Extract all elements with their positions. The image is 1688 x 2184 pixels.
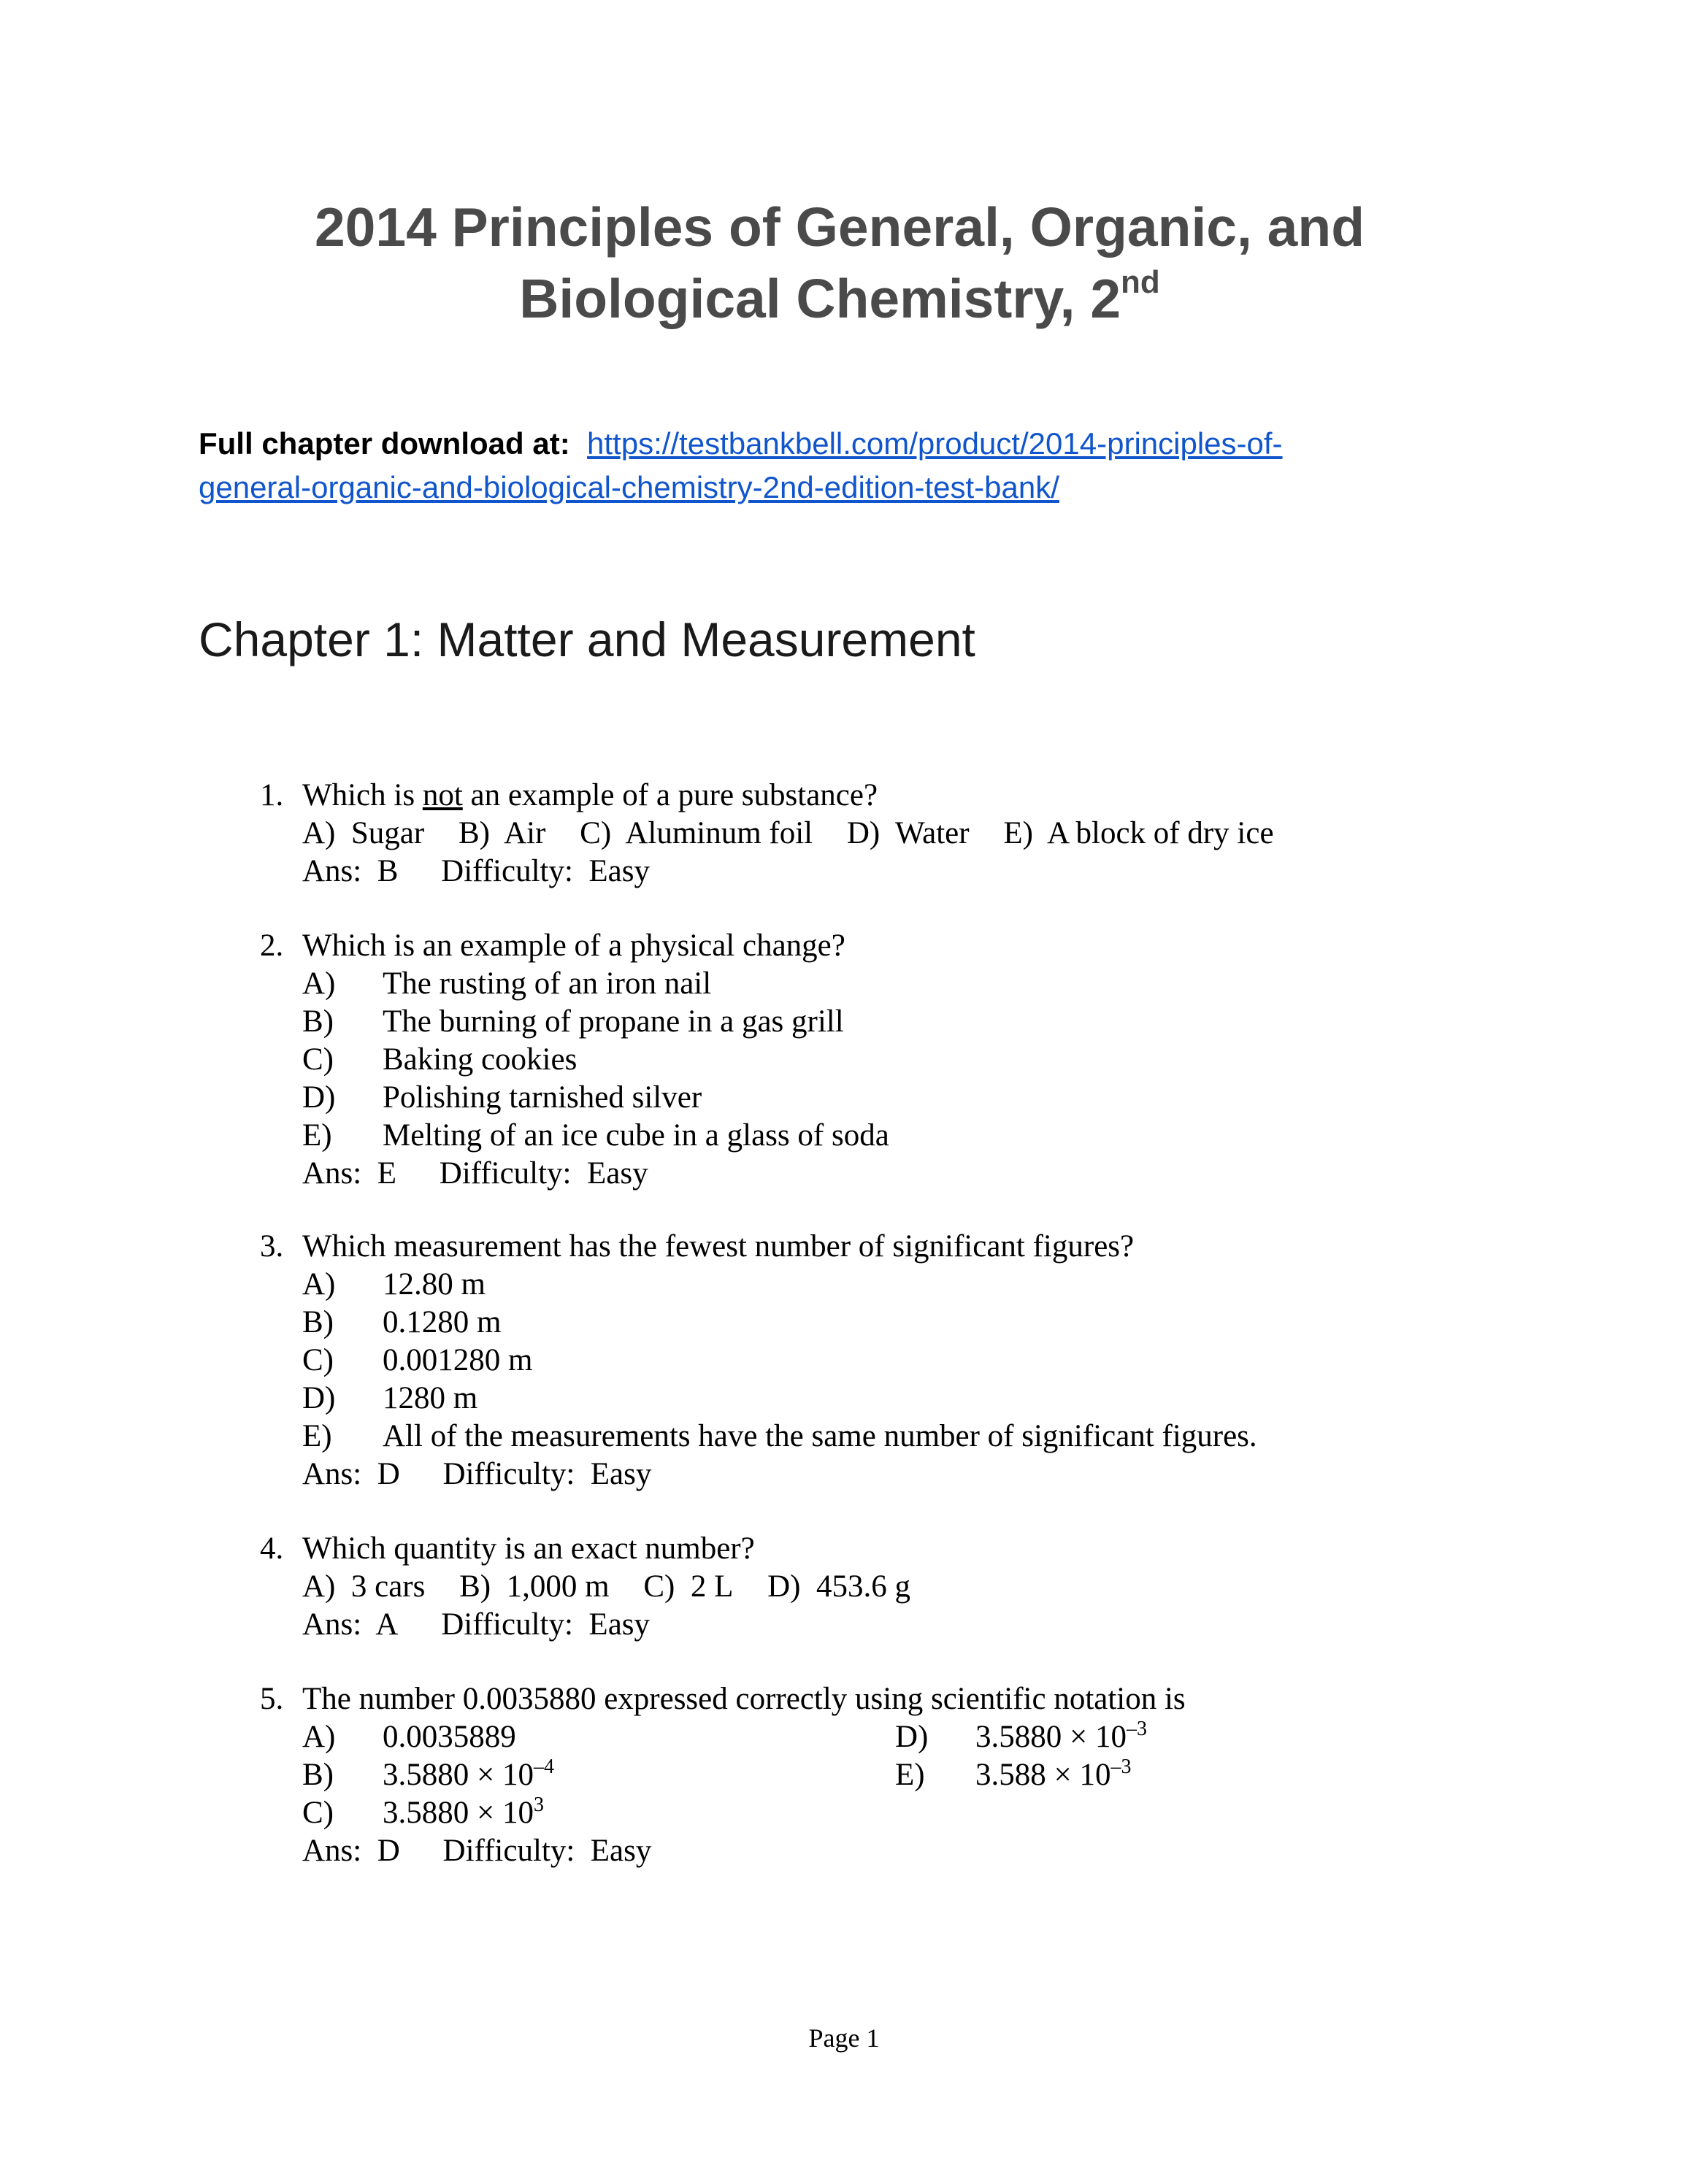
answer-label: Ans: bbox=[302, 1156, 362, 1191]
download-link-part-1: https://testbankbell.com/product/2014-principles-of- bbox=[587, 426, 1283, 461]
difficulty-value: Easy bbox=[590, 1457, 652, 1491]
answer-line bbox=[260, 1155, 1457, 1193]
option-exponent: –4 bbox=[534, 1756, 555, 1778]
question-number: 1. bbox=[260, 778, 284, 812]
option-letter: C) bbox=[302, 1042, 334, 1077]
option-text: Water bbox=[894, 816, 970, 850]
answer-line bbox=[260, 1456, 1457, 1493]
answer-line bbox=[260, 853, 1457, 891]
option-letter: B) bbox=[302, 1758, 334, 1792]
answer-line bbox=[260, 1606, 1457, 1644]
option-letter: B) bbox=[458, 816, 490, 850]
option-row bbox=[260, 1418, 1457, 1456]
option-letter: D) bbox=[302, 1381, 336, 1415]
download-label: Full chapter download at: bbox=[199, 426, 570, 461]
difficulty-label: Difficulty: bbox=[441, 854, 573, 888]
option-row bbox=[260, 965, 1457, 1003]
option-text: Baking cookies bbox=[383, 1042, 578, 1077]
option-row bbox=[260, 1266, 1457, 1304]
option-letter: D) bbox=[767, 1569, 801, 1604]
option-text: All of the measurements have the same number of significant figures. bbox=[383, 1419, 1257, 1453]
question-3 bbox=[260, 1228, 1457, 1493]
difficulty-label: Difficulty: bbox=[442, 1457, 575, 1491]
question-stem: Which quantity is an exact number? bbox=[302, 1531, 755, 1566]
difficulty-label: Difficulty: bbox=[439, 1156, 572, 1191]
question-stem-start: Which is bbox=[302, 778, 423, 812]
difficulty-value: Easy bbox=[590, 1834, 652, 1868]
option-letter: E) bbox=[1003, 816, 1033, 850]
option-text: 3.588 × 10 bbox=[975, 1758, 1111, 1792]
option-letter: C) bbox=[302, 1796, 334, 1830]
option-text: 0.001280 m bbox=[383, 1343, 533, 1377]
two-column-options bbox=[260, 1718, 1457, 1832]
option-row bbox=[895, 1756, 1333, 1794]
option-letter: C) bbox=[580, 816, 612, 850]
option-text: 0.1280 m bbox=[383, 1305, 502, 1339]
question-number: 4. bbox=[260, 1531, 284, 1566]
option-letter: A) bbox=[302, 1267, 336, 1301]
question-stem-end: an example of a pure substance? bbox=[462, 778, 878, 812]
option-text: 12.80 m bbox=[383, 1267, 486, 1301]
option-row bbox=[260, 1380, 1457, 1418]
option-text: 3.5880 × 10 bbox=[383, 1796, 534, 1830]
title-superscript: nd bbox=[1121, 264, 1160, 300]
option-row bbox=[260, 1117, 1457, 1155]
question-4 bbox=[260, 1530, 1457, 1644]
option-text: 453.6 g bbox=[816, 1569, 910, 1604]
option-row bbox=[260, 1794, 1457, 1832]
title-line-1: 2014 Principles of General, Organic, and bbox=[314, 196, 1365, 258]
difficulty-label: Difficulty: bbox=[442, 1834, 575, 1868]
question-stem-emphasis: not bbox=[422, 778, 463, 812]
download-link-part-2: general-organic-and-biological-chemistry-2nd-edition-test-bank/ bbox=[199, 470, 1059, 504]
question-2 bbox=[260, 927, 1457, 1193]
question-1 bbox=[260, 777, 1457, 891]
option-row bbox=[260, 1003, 1457, 1041]
option-text: 3.5880 × 10 bbox=[383, 1758, 534, 1792]
option-text: Polishing tarnished silver bbox=[383, 1080, 702, 1115]
question-stem: The number 0.0035880 expressed correctly using scientific notation is bbox=[302, 1682, 1186, 1716]
option-exponent: –3 bbox=[1127, 1718, 1148, 1740]
answer-value: B bbox=[377, 854, 399, 888]
option-letter: D) bbox=[846, 816, 881, 850]
difficulty-label: Difficulty: bbox=[441, 1607, 573, 1642]
option-text: The rusting of an iron nail bbox=[383, 966, 712, 1001]
option-letter: B) bbox=[302, 1004, 334, 1039]
option-letter: D) bbox=[895, 1720, 929, 1754]
option-text: 0.0035889 bbox=[383, 1720, 516, 1754]
answer-value: D bbox=[377, 1457, 400, 1491]
option-text: Melting of an ice cube in a glass of soda bbox=[383, 1118, 889, 1153]
option-letter: E) bbox=[895, 1758, 925, 1792]
option-letter: A) bbox=[302, 966, 336, 1001]
answer-value: D bbox=[377, 1834, 400, 1868]
question-stem: Which is an example of a physical change? bbox=[302, 928, 845, 963]
chapter-heading: Chapter 1: Matter and Measurement bbox=[199, 612, 975, 666]
answer-label: Ans: bbox=[302, 1834, 362, 1868]
option-row bbox=[260, 1079, 1457, 1117]
option-letter: E) bbox=[302, 1118, 332, 1153]
document-title bbox=[219, 191, 1460, 334]
option-row bbox=[260, 1342, 1457, 1380]
question-5 bbox=[260, 1680, 1457, 1870]
option-letter: E) bbox=[302, 1419, 332, 1453]
download-notice bbox=[199, 422, 1513, 510]
option-letter: D) bbox=[302, 1080, 336, 1115]
answer-label: Ans: bbox=[302, 1607, 362, 1642]
option-letter: A) bbox=[302, 1720, 336, 1754]
difficulty-value: Easy bbox=[587, 1156, 648, 1191]
option-letter: C) bbox=[302, 1343, 334, 1377]
option-text: 3.5880 × 10 bbox=[975, 1720, 1127, 1754]
option-exponent: –3 bbox=[1110, 1756, 1132, 1778]
answer-value: E bbox=[377, 1156, 397, 1191]
option-text: 1280 m bbox=[383, 1381, 478, 1415]
option-text: Sugar bbox=[350, 816, 425, 850]
option-text: A block of dry ice bbox=[1047, 816, 1274, 850]
page-number: Page 1 bbox=[808, 2023, 880, 2053]
question-number: 3. bbox=[260, 1229, 284, 1264]
inline-options bbox=[260, 1568, 1457, 1606]
answer-value: A bbox=[375, 1607, 399, 1642]
answer-line bbox=[260, 1832, 1457, 1870]
option-letter: A) bbox=[302, 816, 336, 850]
option-text: Aluminum foil bbox=[625, 816, 813, 850]
option-text: The burning of propane in a gas grill bbox=[383, 1004, 844, 1039]
answer-label: Ans: bbox=[302, 854, 362, 888]
option-letter: B) bbox=[459, 1569, 491, 1604]
inline-options bbox=[260, 815, 1457, 853]
options-right-column bbox=[895, 1718, 1333, 1794]
option-text: 1,000 m bbox=[506, 1569, 610, 1604]
option-letter: A) bbox=[302, 1569, 336, 1604]
option-row bbox=[895, 1718, 1333, 1756]
question-stem: Which measurement has the fewest number of significant figures? bbox=[302, 1229, 1135, 1264]
option-row bbox=[260, 1041, 1457, 1079]
question-number: 2. bbox=[260, 928, 284, 963]
answer-label: Ans: bbox=[302, 1457, 362, 1491]
option-text: Air bbox=[504, 816, 546, 850]
question-number: 5. bbox=[260, 1682, 284, 1716]
option-text: 2 L bbox=[690, 1569, 734, 1604]
option-text: 3 cars bbox=[350, 1569, 426, 1604]
option-letter: B) bbox=[302, 1305, 334, 1339]
difficulty-value: Easy bbox=[588, 1607, 651, 1642]
title-line-2: Biological Chemistry, 2 bbox=[519, 268, 1121, 329]
option-exponent: 3 bbox=[534, 1793, 545, 1816]
option-row bbox=[260, 1304, 1457, 1342]
difficulty-value: Easy bbox=[588, 854, 650, 888]
option-letter: C) bbox=[643, 1569, 675, 1604]
